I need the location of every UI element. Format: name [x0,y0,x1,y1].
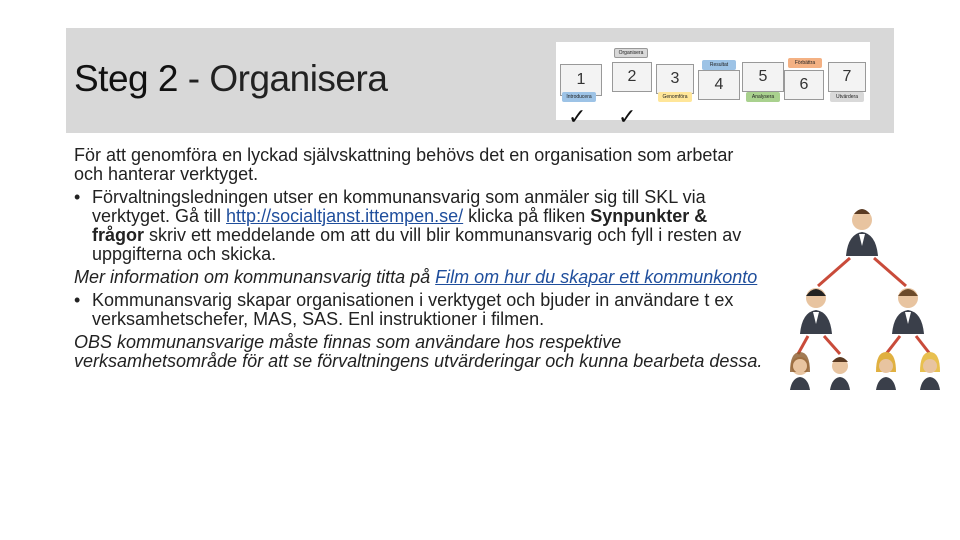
steps-process-graphic [556,42,870,120]
step-tag-organisera: Organisera [614,48,648,58]
person-icon [790,352,810,390]
step-box-6: 6 [784,70,824,100]
step-tag-analysera: Analysera [746,92,780,102]
bullet-icon: • [74,187,81,207]
step-tag-resultat: Resultat [702,60,736,70]
person-icon [920,352,940,390]
person-icon [830,357,850,390]
organisation-tree-illustration [790,200,940,390]
obs-paragraph: OBS kommunansvarige måste finnas som användare hos respektive verksamhetsområde för att se förvaltningens utvärderingar och kunna bearbeta dessa. [74,332,763,371]
intro-paragraph: För att genomföra en lyckad självskattning behövs det en organisation som arbetar och hanterar verktyget. [74,145,734,184]
body-text [74,146,764,375]
ittempen-link[interactable]: http://socialtjanst.ittempen.se/ [226,206,464,226]
bullet1-text-b: klicka på fliken [463,206,591,226]
step-tag-forbattra: Förbättra [788,58,822,68]
bullet1-text-a: Förvaltningsledningen utser en kommunansvarig som anmäler sig till SKL via verktyget. Gå till [92,187,706,226]
step-tag-genomfora: Genomföra [658,92,692,102]
bullet2-text: Kommunansvarig skapar organisationen i verktyget och bjuder in användare t ex verksamhetschefer, MAS, SAS. Enl instruktioner i filmen. [92,290,734,329]
step-box-4: 4 [698,70,740,100]
checkmark-icon: ✓ [618,104,637,129]
step-box-5: 5 [742,62,784,92]
more-info-text: Mer information om kommunansvarig titta på [74,267,436,287]
person-icon [800,288,832,334]
bullet-item-organisation [74,291,764,329]
bullet-item-kommunansvarig [74,188,764,264]
person-icon [876,352,896,390]
film-link[interactable]: Film om hur du skapar ett kommunkonto [435,267,758,287]
step-box-1: 1 [560,64,602,96]
step-box-7: 7 [828,62,866,92]
bullet-icon: • [74,290,81,310]
slide-title-step: Steg 2 [74,58,178,99]
checkmark-icon: ✓ [568,104,587,129]
more-info-paragraph [74,268,764,287]
step-box-3: 3 [656,64,694,94]
slide-title-rest: - Organisera [177,58,388,99]
person-icon [846,209,878,256]
step-tag-introducera: Introducera [562,92,596,102]
person-icon [892,288,924,334]
step-box-2: 2 [612,62,652,92]
step-tag-utvardera: Utvärdera [830,92,864,102]
slide-title [74,58,387,100]
bullet1-text-c: skriv ett meddelande om att du vill blir kommunansvarig och fyll i resten av uppgifterna och skicka. [92,225,742,264]
bullet1-bold-tab: Synpunkter & frågor [92,206,708,245]
